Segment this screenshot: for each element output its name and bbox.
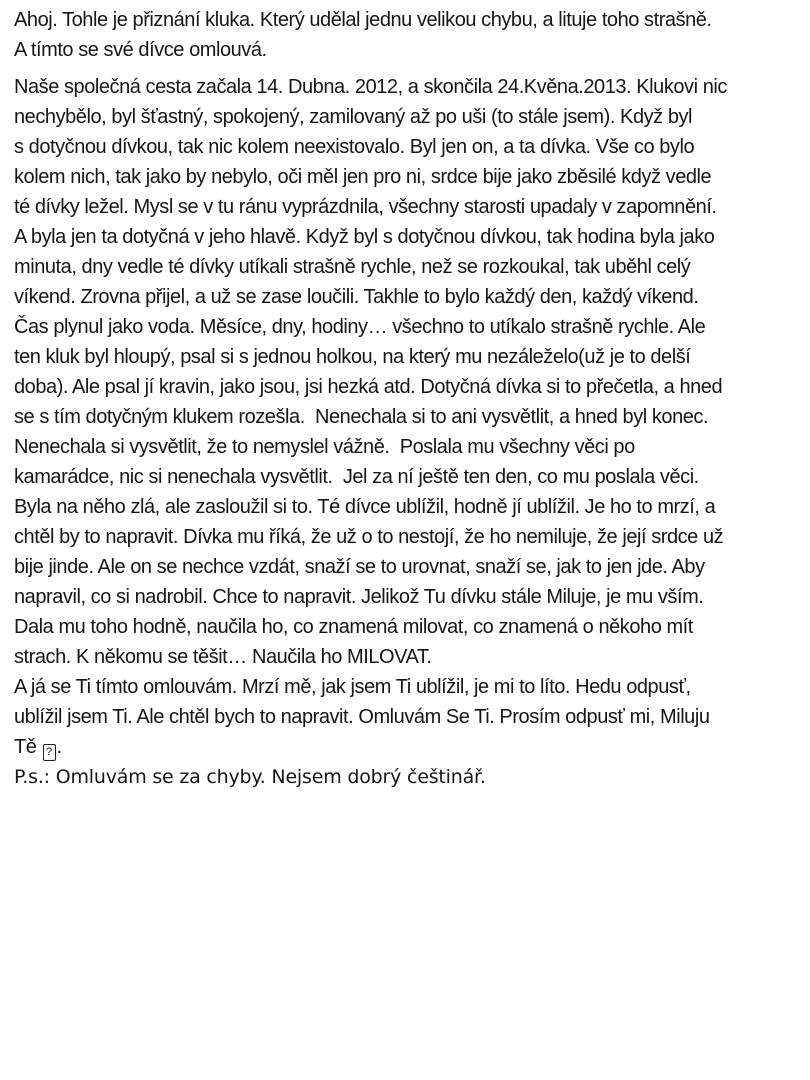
text-line: Naše společná cesta začala 14. Dubna. 2012, a skončila 24.Kvěna.2013. Klukovi nic [14,76,727,98]
text-line: Dala mu toho hodně, naučila ho, co znamená milovat, co znamená o někoho mít [14,616,693,638]
text-line: Tě ? . [14,732,796,762]
text-line: ten kluk byl hloupý, psal si s jednou holkou, na který mu nezáleželo(už je to delší [14,346,691,368]
text-line: chtěl by to napravit. Dívka mu říká, že už o to nestojí, že ho nemiluje, že její srdce už [14,526,724,548]
text-line: Ahoj. Tohle je přiznání kluka. Který udělal jednu velikou chybu, a lituje toho strašně. [14,9,712,31]
text-line: napravil, co si nadrobil. Chce to napravit. Jelikož Tu dívku stále Miluje, je mu vším. [14,586,704,608]
text-line: P.s.: Omluvám se za chyby. Nejsem dobrý češtinář. [14,766,486,788]
text-line: strach. K někomu se těšit… Naučila ho MILOVAT. [14,646,432,668]
text-line: doba). Ale psal jí kravin, jako jsou, jsi hezká atd. Dotyčná dívka si to přečetla, a hned [14,376,723,398]
paragraph-story [14,72,796,672]
paragraph-intro [14,5,796,65]
paragraph-postscript [14,762,796,792]
text-line: s dotyčnou dívkou, tak nic kolem neexistovalo. Byl jen on, a ta dívka. Vše co bylo [14,136,695,158]
text-line: minuta, dny vedle té dívky utíkali strašně rychle, než se rozkoukal, tak uběhl celý [14,256,691,278]
text-line: Čas plynul jako voda. Měsíce, dny, hodiny… všechno to utíkalo strašně rychle. Ale [14,316,706,338]
text-line: víkend. Zrovna přijel, a už se zase loučili. Takhle to bylo každý den, každý víkend. [14,286,699,308]
text-line: Byla na něho zlá, ale zasloužil si to. Té dívce ublížil, hodně jí ublížil. Je ho to mrzí, a [14,496,716,518]
paragraph-apology [14,672,796,762]
missing-glyph-box: ? [43,744,56,761]
text-line: bije jinde. Ale on se nechce vzdát, snaží se to urovnat, snaží se, jak to jen jde. Aby [14,556,705,578]
text-line: té dívky ležel. Mysl se v tu ránu vyprázdnila, všechny starosti upadaly v zapomnění. [14,196,717,218]
text-line: se s tím dotyčným klukem rozešla. Nenechala si to ani vysvětlit, a hned byl konec. [14,406,709,428]
text-line: A já se Ti tímto omlouvám. Mrzí mě, jak jsem Ti ublížil, je mi to líto. Hedu odpusť, [14,676,691,698]
text-line: kamarádce, nic si nenechala vysvětlit. Jel za ní ještě ten den, co mu poslala věci. [14,466,699,488]
text-line: A byla jen ta dotyčná v jeho hlavě. Když byl s dotyčnou dívkou, tak hodina byla jako [14,226,715,248]
text-line: A tímto se své dívce omlouvá. [14,39,267,61]
document-body [14,5,796,792]
text-line: ublížil jsem Ti. Ale chtěl bych to napravit. Omluvám Se Ti. Prosím odpusť mi, Miluju [14,706,710,728]
text-line: nechybělo, byl šťastný, spokojený, zamilovaný až po uši (to stále jsem). Když byl [14,106,693,128]
text-line: kolem nich, tak jako by nebylo, oči měl jen pro ni, srdce bije jako zběsilé když vedle [14,166,712,188]
text-line: Nenechala si vysvětlit, že to nemyslel vážně. Poslala mu všechny věci po [14,436,635,458]
